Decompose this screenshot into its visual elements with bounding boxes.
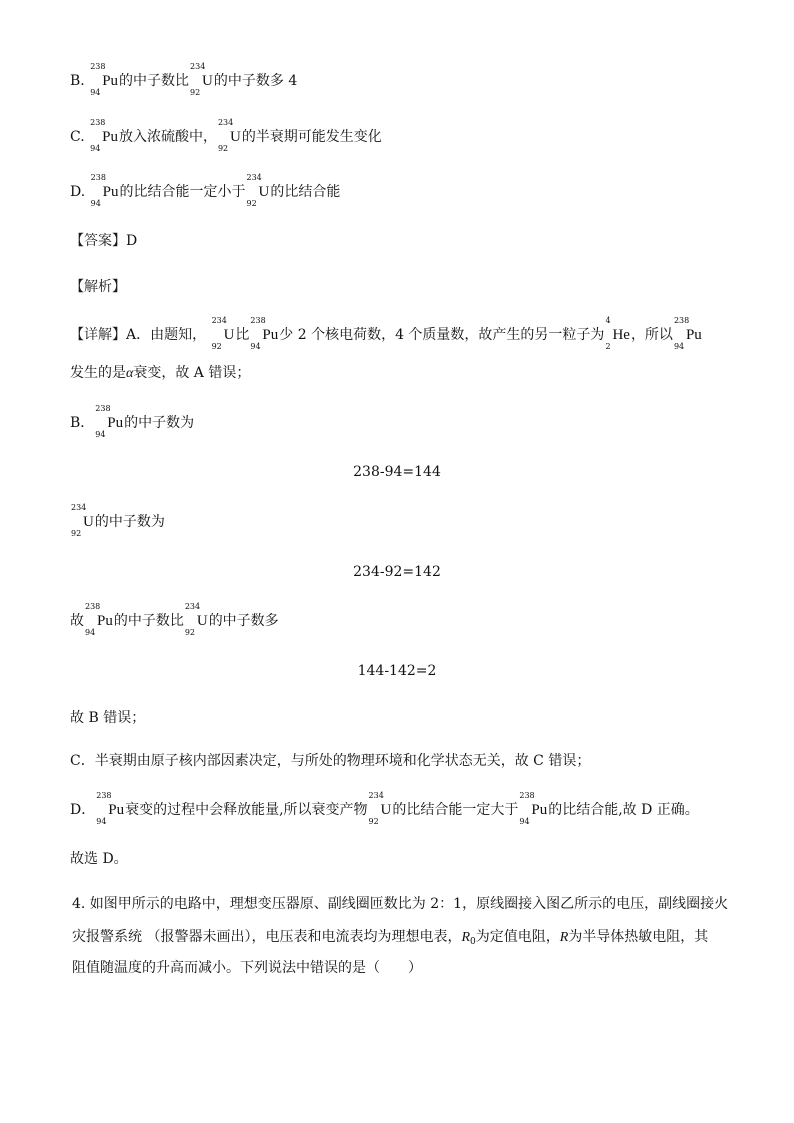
nuclide-pu: 238 94 Pu bbox=[519, 791, 548, 826]
r0-subscript: 0 bbox=[470, 937, 476, 947]
option-b bbox=[70, 62, 734, 97]
detail-line-2 bbox=[70, 362, 734, 385]
detail-text: 衰变，故 A 错误； bbox=[133, 365, 251, 381]
d-text: D． bbox=[70, 802, 96, 818]
nuclide-pu: 238 94 Pu bbox=[90, 173, 119, 208]
b-text: 故 bbox=[70, 613, 84, 629]
detail-text: 少 2 个核电荷数，4 个质量数，故产生的另一粒子为 bbox=[279, 327, 605, 343]
final-choice: 故选 D。 bbox=[70, 851, 128, 867]
compare-line bbox=[70, 602, 734, 637]
nuclide-u: 234 92 U bbox=[368, 791, 392, 826]
d-text: 的比结合能一定大于 bbox=[392, 802, 519, 818]
nuclide-u: 234 92 U bbox=[217, 118, 241, 153]
option-label: B. bbox=[70, 73, 85, 89]
equation-1: 238-94=144 bbox=[353, 464, 441, 480]
equation-3: 144-142=2 bbox=[357, 663, 437, 679]
nuclide-u: 234 92 U bbox=[190, 62, 213, 97]
option-text: 放入浓硫酸中， bbox=[118, 129, 217, 145]
q4-line-3: 阻值随温度的升高而减小。下列说法中错误的是（ ） bbox=[72, 960, 422, 976]
b-text: 的中子数比 bbox=[113, 613, 184, 629]
analysis-label: 【解析】 bbox=[70, 279, 126, 295]
alpha-symbol: α bbox=[126, 366, 134, 381]
nuclide-u: 234 92 U bbox=[184, 602, 208, 637]
detail-text: 发生的是 bbox=[70, 365, 126, 381]
option-c bbox=[70, 118, 734, 153]
q4-line-1: 4. 如图甲所示的电路中，理想变压器原、副线圈匝数比为 2：1，原线圈接入图乙所示的电压，副线圈接火 bbox=[72, 896, 729, 912]
answer-value: D bbox=[126, 233, 138, 249]
q4-line-2 bbox=[72, 926, 734, 953]
option-d bbox=[70, 173, 734, 208]
option-text: 的半衰期可能发生变化 bbox=[241, 129, 382, 145]
nuclide-u: 234 92 U bbox=[211, 316, 235, 351]
detail-text: 比 bbox=[235, 327, 250, 343]
b-neutron-line bbox=[70, 404, 734, 439]
b-label: B． bbox=[70, 415, 95, 431]
answer-line bbox=[70, 230, 734, 252]
c-explanation: C．半衰期由原子核内部因素决定，与所处的物理环境和化学状态无关，故 C 错误； bbox=[70, 753, 591, 769]
equation-2: 234-92=142 bbox=[353, 564, 441, 580]
option-text: 的比结合能一定小于 bbox=[119, 184, 246, 200]
d-explanation bbox=[70, 791, 734, 826]
nuclide-pu: 238 94 Pu bbox=[95, 404, 124, 439]
nuclide-he: 4 2 He bbox=[605, 316, 630, 351]
r0-symbol: R bbox=[461, 930, 471, 945]
answer-label: 【答案】 bbox=[70, 233, 126, 249]
nuclide-pu: 238 94 Pu bbox=[96, 791, 125, 826]
option-text: 的比结合能 bbox=[270, 184, 341, 200]
u-neutron-line bbox=[70, 503, 734, 538]
q4-text: 为半导体热敏电阻，其 bbox=[568, 929, 709, 945]
b-text: 的中子数为 bbox=[94, 514, 165, 530]
option-label: C. bbox=[70, 129, 85, 145]
option-text: 的中子数多 4 bbox=[213, 73, 298, 89]
analysis-heading bbox=[70, 276, 734, 298]
detail-text: ，所以 bbox=[630, 327, 673, 343]
nuclide-pu: 238 94 Pu bbox=[90, 62, 119, 97]
nuclide-pu: 238 94 Pu bbox=[90, 118, 118, 153]
r-symbol: R bbox=[559, 930, 569, 945]
nuclide-u: 234 92 U bbox=[71, 503, 94, 538]
d-text: 的比结合能,故 D 正确。 bbox=[548, 802, 699, 818]
q4-text: 为定值电阻， bbox=[475, 929, 560, 945]
b-text: 的中子数多 bbox=[208, 613, 279, 629]
b-text: 的中子数为 bbox=[124, 415, 195, 431]
nuclide-pu: 238 94 Pu bbox=[85, 602, 113, 637]
detail-text: A．由题知， bbox=[126, 327, 207, 343]
detail-label: 【详解】 bbox=[70, 327, 126, 343]
q4-text: 灾报警系统 （报警器未画出），电压表和电流表均为理想电表， bbox=[72, 929, 462, 945]
option-label: D. bbox=[70, 184, 86, 200]
b-conclusion: 故 B 错误； bbox=[70, 710, 146, 726]
nuclide-u: 234 92 U bbox=[246, 173, 270, 208]
nuclide-pu: 238 94 Pu bbox=[673, 316, 702, 351]
option-text: 的中子数比 bbox=[119, 73, 190, 89]
detail-line-1 bbox=[70, 316, 734, 351]
nuclide-pu: 238 94 Pu bbox=[250, 316, 279, 351]
d-text: 衰变的过程中会释放能量,所以衰变产物 bbox=[125, 802, 368, 818]
